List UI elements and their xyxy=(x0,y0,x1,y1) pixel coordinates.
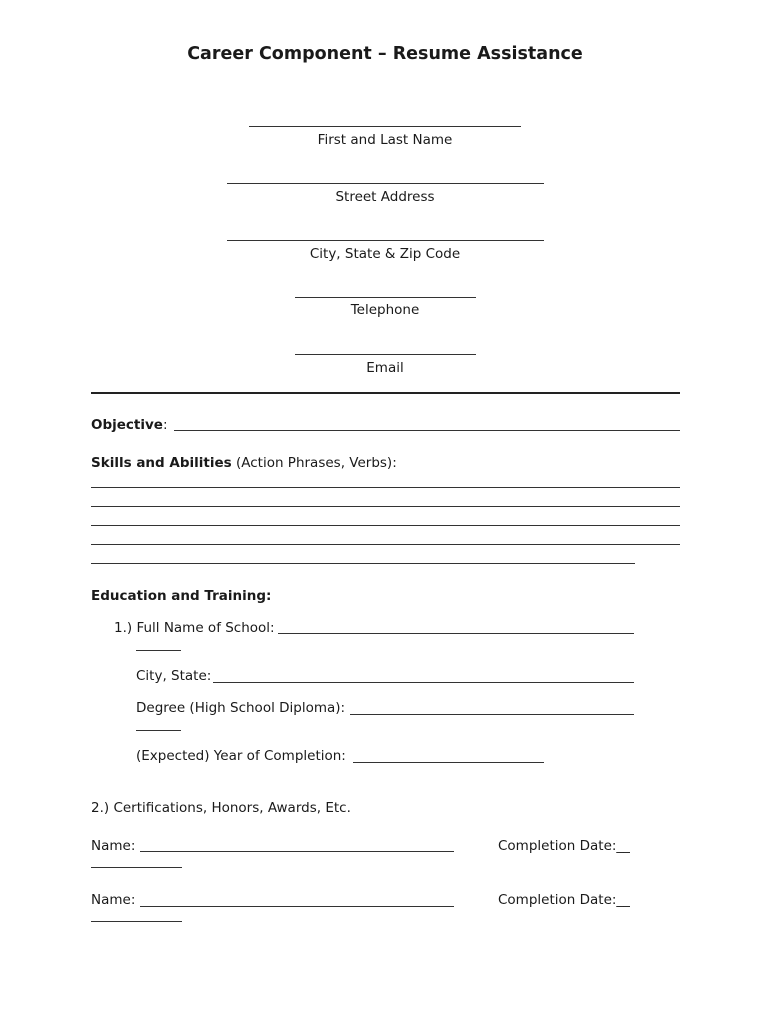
street-line[interactable] xyxy=(227,183,544,184)
cert-date-label: Completion Date:__ xyxy=(498,838,630,854)
cert-date-label: Completion Date:__ xyxy=(498,892,630,908)
objective-label: Objective xyxy=(91,417,163,433)
objective-line[interactable] xyxy=(174,430,680,431)
telephone-caption: Telephone xyxy=(350,302,420,318)
street-caption: Street Address xyxy=(335,189,435,205)
telephone-line[interactable] xyxy=(295,297,476,298)
section-divider xyxy=(91,392,680,394)
certifications-heading: 2.) Certifications, Honors, Awards, Etc. xyxy=(91,800,351,816)
year-label: (Expected) Year of Completion: xyxy=(136,748,346,764)
school-line-continued[interactable] xyxy=(136,650,181,651)
cert-name-line[interactable] xyxy=(140,851,454,852)
city-state-label: City, State: xyxy=(136,668,212,684)
school-label: 1.) Full Name of School: xyxy=(114,620,275,636)
skills-line[interactable] xyxy=(91,487,680,488)
skills-label-row xyxy=(91,455,397,471)
cert-date-line[interactable] xyxy=(91,867,182,868)
cert-date-line[interactable] xyxy=(91,921,182,922)
skills-hint: (Action Phrases, Verbs): xyxy=(235,455,397,471)
city-state-zip-line[interactable] xyxy=(227,240,544,241)
skills-line[interactable] xyxy=(91,563,635,564)
degree-line-continued[interactable] xyxy=(136,730,181,731)
city-state-line[interactable] xyxy=(213,682,634,683)
skills-line[interactable] xyxy=(91,506,680,507)
name-line[interactable] xyxy=(249,126,521,127)
degree-line[interactable] xyxy=(350,714,634,715)
city-state-zip-caption: City, State & Zip Code xyxy=(309,246,461,262)
skills-label: Skills and Abilities xyxy=(91,455,232,471)
cert-name-label: Name: xyxy=(91,892,136,908)
objective-colon: : xyxy=(162,417,168,433)
skills-line[interactable] xyxy=(91,525,680,526)
page-title: Career Component – Resume Assistance xyxy=(187,44,583,64)
email-line[interactable] xyxy=(295,354,476,355)
school-line[interactable] xyxy=(278,633,634,634)
email-caption: Email xyxy=(366,360,404,376)
year-line[interactable] xyxy=(353,762,544,763)
objective-label-row xyxy=(91,417,168,433)
education-heading: Education and Training: xyxy=(91,588,272,604)
degree-label: Degree (High School Diploma): xyxy=(136,700,346,716)
skills-line[interactable] xyxy=(91,544,680,545)
cert-name-line[interactable] xyxy=(140,906,454,907)
name-caption: First and Last Name xyxy=(317,132,453,148)
cert-name-label: Name: xyxy=(91,838,136,854)
